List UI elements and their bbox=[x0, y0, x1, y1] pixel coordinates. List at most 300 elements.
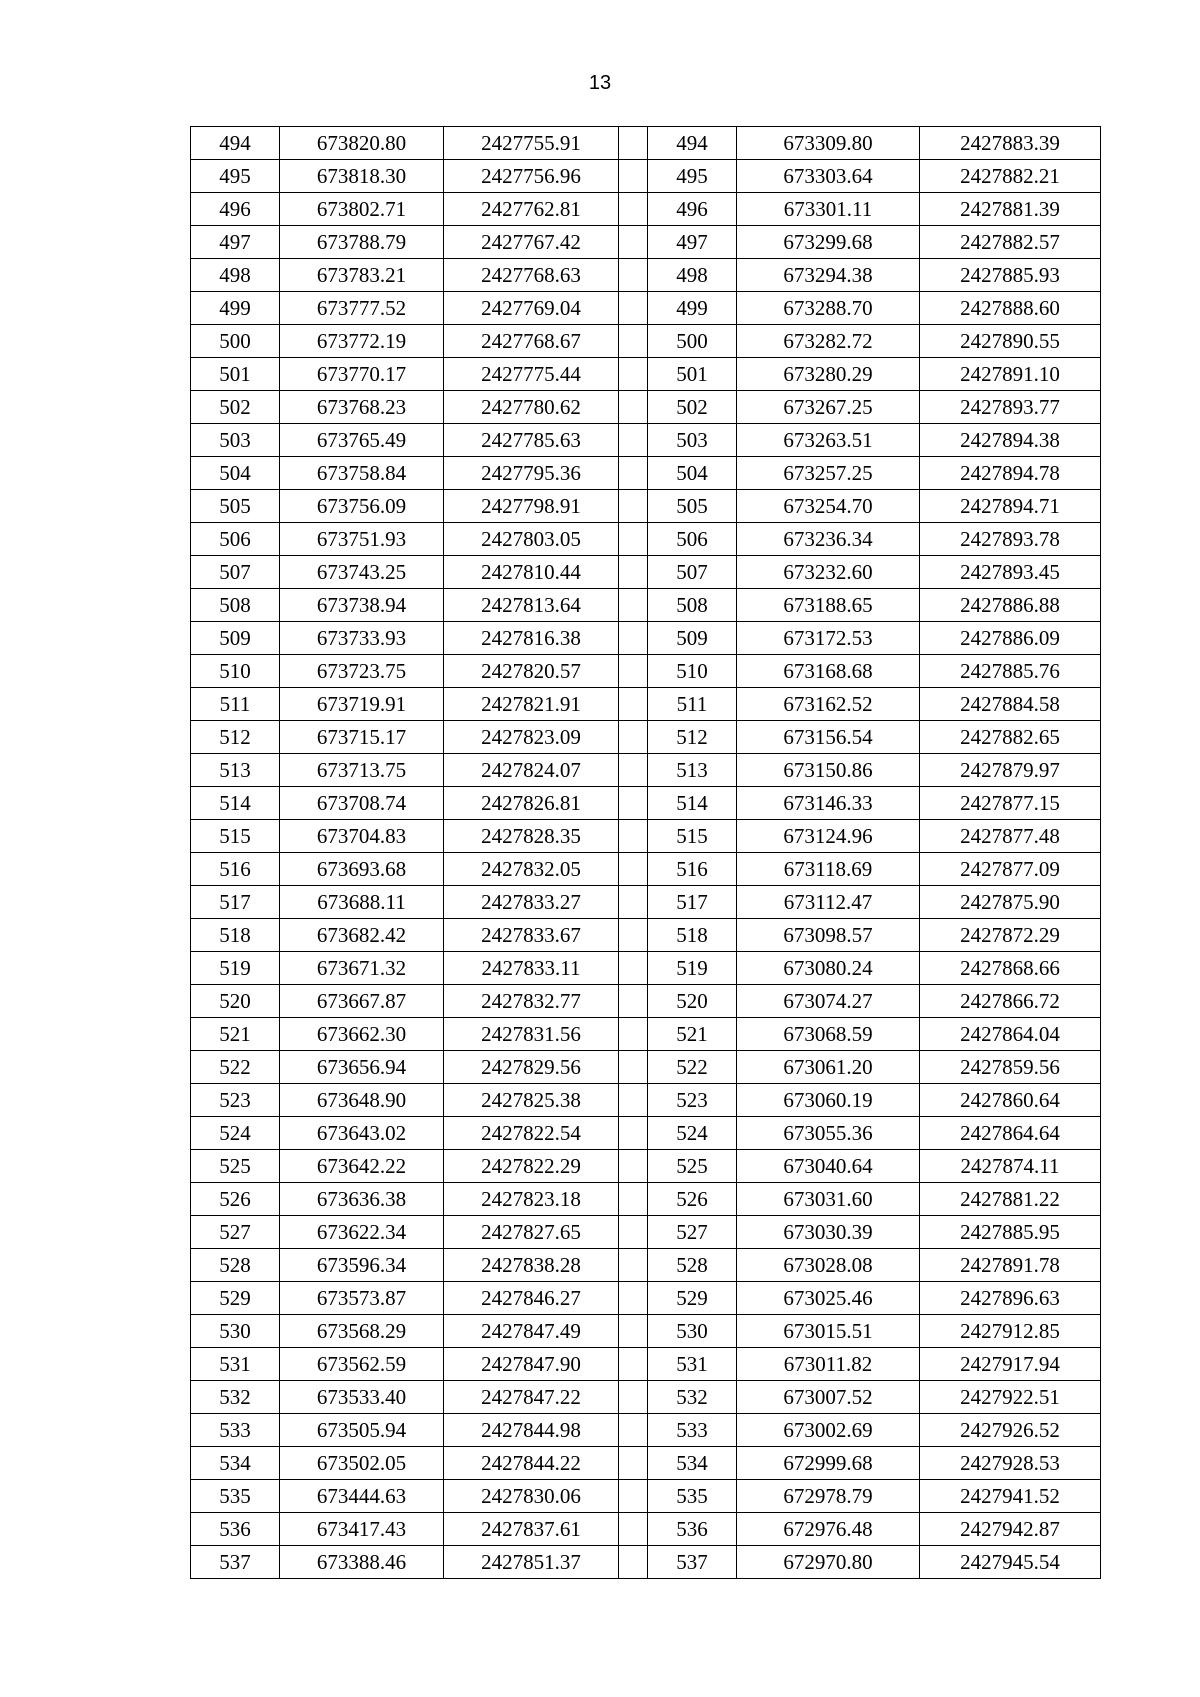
x-coordinate-left: 673562.59 bbox=[280, 1348, 444, 1381]
point-number-right: 503 bbox=[648, 424, 737, 457]
table-row bbox=[191, 523, 1101, 556]
x-coordinate-left: 673715.17 bbox=[280, 721, 444, 754]
y-coordinate-left: 2427821.91 bbox=[444, 688, 619, 721]
table-row bbox=[191, 1018, 1101, 1051]
table-row bbox=[191, 127, 1101, 160]
point-number-right: 501 bbox=[648, 358, 737, 391]
y-coordinate-left: 2427820.57 bbox=[444, 655, 619, 688]
point-number-right: 521 bbox=[648, 1018, 737, 1051]
point-number-right: 534 bbox=[648, 1447, 737, 1480]
table-row bbox=[191, 754, 1101, 787]
y-coordinate-right: 2427894.38 bbox=[920, 424, 1101, 457]
x-coordinate-right: 673188.65 bbox=[737, 589, 920, 622]
y-coordinate-left: 2427803.05 bbox=[444, 523, 619, 556]
point-number-left: 500 bbox=[191, 325, 280, 358]
table-row bbox=[191, 1513, 1101, 1546]
point-number-right: 502 bbox=[648, 391, 737, 424]
point-number-right: 512 bbox=[648, 721, 737, 754]
x-coordinate-left: 673772.19 bbox=[280, 325, 444, 358]
x-coordinate-right: 673028.08 bbox=[737, 1249, 920, 1282]
point-number-right: 525 bbox=[648, 1150, 737, 1183]
y-coordinate-left: 2427823.18 bbox=[444, 1183, 619, 1216]
table-row bbox=[191, 1348, 1101, 1381]
table-row bbox=[191, 820, 1101, 853]
table-row bbox=[191, 952, 1101, 985]
point-number-right: 526 bbox=[648, 1183, 737, 1216]
y-coordinate-right: 2427894.71 bbox=[920, 490, 1101, 523]
table-row bbox=[191, 457, 1101, 490]
x-coordinate-left: 673688.11 bbox=[280, 886, 444, 919]
y-coordinate-left: 2427768.63 bbox=[444, 259, 619, 292]
spacer-cell bbox=[619, 1216, 648, 1249]
point-number-left: 527 bbox=[191, 1216, 280, 1249]
spacer-cell bbox=[619, 292, 648, 325]
x-coordinate-left: 673444.63 bbox=[280, 1480, 444, 1513]
x-coordinate-right: 673055.36 bbox=[737, 1117, 920, 1150]
point-number-left: 512 bbox=[191, 721, 280, 754]
point-number-left: 529 bbox=[191, 1282, 280, 1315]
y-coordinate-right: 2427866.72 bbox=[920, 985, 1101, 1018]
x-coordinate-right: 673112.47 bbox=[737, 886, 920, 919]
point-number-right: 523 bbox=[648, 1084, 737, 1117]
point-number-left: 516 bbox=[191, 853, 280, 886]
y-coordinate-right: 2427926.52 bbox=[920, 1414, 1101, 1447]
y-coordinate-left: 2427837.61 bbox=[444, 1513, 619, 1546]
y-coordinate-right: 2427885.93 bbox=[920, 259, 1101, 292]
spacer-cell bbox=[619, 1183, 648, 1216]
y-coordinate-left: 2427813.64 bbox=[444, 589, 619, 622]
y-coordinate-right: 2427942.87 bbox=[920, 1513, 1101, 1546]
point-number-left: 504 bbox=[191, 457, 280, 490]
spacer-cell bbox=[619, 325, 648, 358]
y-coordinate-left: 2427780.62 bbox=[444, 391, 619, 424]
x-coordinate-right: 673301.11 bbox=[737, 193, 920, 226]
y-coordinate-right: 2427874.11 bbox=[920, 1150, 1101, 1183]
point-number-left: 518 bbox=[191, 919, 280, 952]
spacer-cell bbox=[619, 985, 648, 1018]
table-row bbox=[191, 325, 1101, 358]
point-number-right: 516 bbox=[648, 853, 737, 886]
x-coordinate-right: 672999.68 bbox=[737, 1447, 920, 1480]
x-coordinate-right: 673011.82 bbox=[737, 1348, 920, 1381]
point-number-right: 535 bbox=[648, 1480, 737, 1513]
x-coordinate-left: 673723.75 bbox=[280, 655, 444, 688]
y-coordinate-right: 2427884.58 bbox=[920, 688, 1101, 721]
point-number-right: 520 bbox=[648, 985, 737, 1018]
x-coordinate-right: 672970.80 bbox=[737, 1546, 920, 1579]
point-number-left: 502 bbox=[191, 391, 280, 424]
spacer-cell bbox=[619, 787, 648, 820]
spacer-cell bbox=[619, 1249, 648, 1282]
table-row bbox=[191, 1183, 1101, 1216]
y-coordinate-left: 2427825.38 bbox=[444, 1084, 619, 1117]
y-coordinate-right: 2427883.39 bbox=[920, 127, 1101, 160]
table-row bbox=[191, 886, 1101, 919]
point-number-right: 509 bbox=[648, 622, 737, 655]
y-coordinate-right: 2427860.64 bbox=[920, 1084, 1101, 1117]
table-row bbox=[191, 1249, 1101, 1282]
y-coordinate-right: 2427894.78 bbox=[920, 457, 1101, 490]
x-coordinate-right: 673150.86 bbox=[737, 754, 920, 787]
point-number-left: 499 bbox=[191, 292, 280, 325]
x-coordinate-right: 673118.69 bbox=[737, 853, 920, 886]
point-number-left: 525 bbox=[191, 1150, 280, 1183]
spacer-cell bbox=[619, 1414, 648, 1447]
point-number-left: 537 bbox=[191, 1546, 280, 1579]
point-number-left: 521 bbox=[191, 1018, 280, 1051]
y-coordinate-right: 2427877.48 bbox=[920, 820, 1101, 853]
point-number-left: 524 bbox=[191, 1117, 280, 1150]
table-row bbox=[191, 1480, 1101, 1513]
y-coordinate-left: 2427762.81 bbox=[444, 193, 619, 226]
spacer-cell bbox=[619, 1480, 648, 1513]
x-coordinate-left: 673758.84 bbox=[280, 457, 444, 490]
x-coordinate-left: 673704.83 bbox=[280, 820, 444, 853]
coordinate-table-body bbox=[191, 127, 1101, 1579]
point-number-right: 524 bbox=[648, 1117, 737, 1150]
point-number-left: 515 bbox=[191, 820, 280, 853]
table-row bbox=[191, 787, 1101, 820]
x-coordinate-left: 673783.21 bbox=[280, 259, 444, 292]
x-coordinate-right: 673288.70 bbox=[737, 292, 920, 325]
point-number-right: 506 bbox=[648, 523, 737, 556]
y-coordinate-left: 2427828.35 bbox=[444, 820, 619, 853]
y-coordinate-right: 2427922.51 bbox=[920, 1381, 1101, 1414]
spacer-cell bbox=[619, 1084, 648, 1117]
table-row bbox=[191, 1117, 1101, 1150]
x-coordinate-right: 673015.51 bbox=[737, 1315, 920, 1348]
point-number-left: 510 bbox=[191, 655, 280, 688]
point-number-left: 535 bbox=[191, 1480, 280, 1513]
spacer-cell bbox=[619, 259, 648, 292]
y-coordinate-left: 2427795.36 bbox=[444, 457, 619, 490]
point-number-left: 506 bbox=[191, 523, 280, 556]
table-row bbox=[191, 193, 1101, 226]
x-coordinate-right: 673061.20 bbox=[737, 1051, 920, 1084]
point-number-right: 510 bbox=[648, 655, 737, 688]
x-coordinate-right: 673254.70 bbox=[737, 490, 920, 523]
spacer-cell bbox=[619, 424, 648, 457]
spacer-cell bbox=[619, 886, 648, 919]
point-number-left: 519 bbox=[191, 952, 280, 985]
y-coordinate-left: 2427831.56 bbox=[444, 1018, 619, 1051]
y-coordinate-left: 2427844.22 bbox=[444, 1447, 619, 1480]
y-coordinate-right: 2427882.21 bbox=[920, 160, 1101, 193]
x-coordinate-left: 673820.80 bbox=[280, 127, 444, 160]
spacer-cell bbox=[619, 1513, 648, 1546]
y-coordinate-right: 2427882.57 bbox=[920, 226, 1101, 259]
y-coordinate-right: 2427912.85 bbox=[920, 1315, 1101, 1348]
x-coordinate-left: 673662.30 bbox=[280, 1018, 444, 1051]
spacer-cell bbox=[619, 1018, 648, 1051]
y-coordinate-right: 2427881.39 bbox=[920, 193, 1101, 226]
point-number-left: 522 bbox=[191, 1051, 280, 1084]
x-coordinate-left: 673643.02 bbox=[280, 1117, 444, 1150]
point-number-right: 507 bbox=[648, 556, 737, 589]
x-coordinate-right: 673124.96 bbox=[737, 820, 920, 853]
x-coordinate-right: 673025.46 bbox=[737, 1282, 920, 1315]
x-coordinate-right: 673162.52 bbox=[737, 688, 920, 721]
x-coordinate-left: 673770.17 bbox=[280, 358, 444, 391]
table-row bbox=[191, 424, 1101, 457]
x-coordinate-left: 673713.75 bbox=[280, 754, 444, 787]
y-coordinate-right: 2427941.52 bbox=[920, 1480, 1101, 1513]
x-coordinate-left: 673667.87 bbox=[280, 985, 444, 1018]
y-coordinate-right: 2427879.97 bbox=[920, 754, 1101, 787]
y-coordinate-left: 2427829.56 bbox=[444, 1051, 619, 1084]
y-coordinate-left: 2427775.44 bbox=[444, 358, 619, 391]
point-number-left: 533 bbox=[191, 1414, 280, 1447]
x-coordinate-right: 673257.25 bbox=[737, 457, 920, 490]
x-coordinate-left: 673573.87 bbox=[280, 1282, 444, 1315]
x-coordinate-right: 673031.60 bbox=[737, 1183, 920, 1216]
y-coordinate-right: 2427882.65 bbox=[920, 721, 1101, 754]
point-number-right: 511 bbox=[648, 688, 737, 721]
point-number-right: 532 bbox=[648, 1381, 737, 1414]
y-coordinate-right: 2427891.78 bbox=[920, 1249, 1101, 1282]
y-coordinate-left: 2427833.27 bbox=[444, 886, 619, 919]
x-coordinate-right: 673168.68 bbox=[737, 655, 920, 688]
spacer-cell bbox=[619, 1150, 648, 1183]
y-coordinate-right: 2427864.04 bbox=[920, 1018, 1101, 1051]
x-coordinate-right: 673060.19 bbox=[737, 1084, 920, 1117]
x-coordinate-left: 673505.94 bbox=[280, 1414, 444, 1447]
x-coordinate-right: 673146.33 bbox=[737, 787, 920, 820]
x-coordinate-left: 673502.05 bbox=[280, 1447, 444, 1480]
table-row bbox=[191, 1282, 1101, 1315]
spacer-cell bbox=[619, 1348, 648, 1381]
point-number-right: 495 bbox=[648, 160, 737, 193]
point-number-right: 536 bbox=[648, 1513, 737, 1546]
spacer-cell bbox=[619, 358, 648, 391]
point-number-right: 533 bbox=[648, 1414, 737, 1447]
point-number-right: 517 bbox=[648, 886, 737, 919]
point-number-left: 508 bbox=[191, 589, 280, 622]
y-coordinate-left: 2427822.29 bbox=[444, 1150, 619, 1183]
table-row bbox=[191, 1546, 1101, 1579]
y-coordinate-right: 2427864.64 bbox=[920, 1117, 1101, 1150]
table-row bbox=[191, 1051, 1101, 1084]
point-number-left: 501 bbox=[191, 358, 280, 391]
x-coordinate-left: 673682.42 bbox=[280, 919, 444, 952]
y-coordinate-left: 2427833.67 bbox=[444, 919, 619, 952]
y-coordinate-left: 2427847.49 bbox=[444, 1315, 619, 1348]
x-coordinate-right: 672978.79 bbox=[737, 1480, 920, 1513]
y-coordinate-right: 2427890.55 bbox=[920, 325, 1101, 358]
point-number-left: 531 bbox=[191, 1348, 280, 1381]
x-coordinate-left: 673818.30 bbox=[280, 160, 444, 193]
y-coordinate-left: 2427755.91 bbox=[444, 127, 619, 160]
spacer-cell bbox=[619, 490, 648, 523]
y-coordinate-left: 2427832.77 bbox=[444, 985, 619, 1018]
point-number-right: 515 bbox=[648, 820, 737, 853]
table-row bbox=[191, 358, 1101, 391]
y-coordinate-right: 2427928.53 bbox=[920, 1447, 1101, 1480]
y-coordinate-left: 2427827.65 bbox=[444, 1216, 619, 1249]
point-number-right: 537 bbox=[648, 1546, 737, 1579]
x-coordinate-right: 673007.52 bbox=[737, 1381, 920, 1414]
x-coordinate-left: 673388.46 bbox=[280, 1546, 444, 1579]
spacer-cell bbox=[619, 853, 648, 886]
table-row bbox=[191, 853, 1101, 886]
table-row bbox=[191, 160, 1101, 193]
x-coordinate-left: 673788.79 bbox=[280, 226, 444, 259]
point-number-left: 528 bbox=[191, 1249, 280, 1282]
point-number-right: 504 bbox=[648, 457, 737, 490]
table-row bbox=[191, 1447, 1101, 1480]
point-number-left: 520 bbox=[191, 985, 280, 1018]
point-number-right: 513 bbox=[648, 754, 737, 787]
point-number-right: 499 bbox=[648, 292, 737, 325]
y-coordinate-right: 2427881.22 bbox=[920, 1183, 1101, 1216]
x-coordinate-left: 673656.94 bbox=[280, 1051, 444, 1084]
spacer-cell bbox=[619, 952, 648, 985]
y-coordinate-right: 2427896.63 bbox=[920, 1282, 1101, 1315]
x-coordinate-left: 673768.23 bbox=[280, 391, 444, 424]
y-coordinate-left: 2427785.63 bbox=[444, 424, 619, 457]
y-coordinate-left: 2427826.81 bbox=[444, 787, 619, 820]
point-number-right: 531 bbox=[648, 1348, 737, 1381]
y-coordinate-left: 2427767.42 bbox=[444, 226, 619, 259]
spacer-cell bbox=[619, 523, 648, 556]
x-coordinate-left: 673642.22 bbox=[280, 1150, 444, 1183]
y-coordinate-left: 2427847.22 bbox=[444, 1381, 619, 1414]
x-coordinate-right: 673172.53 bbox=[737, 622, 920, 655]
point-number-right: 529 bbox=[648, 1282, 737, 1315]
y-coordinate-left: 2427833.11 bbox=[444, 952, 619, 985]
table-row bbox=[191, 688, 1101, 721]
x-coordinate-right: 673282.72 bbox=[737, 325, 920, 358]
spacer-cell bbox=[619, 622, 648, 655]
spacer-cell bbox=[619, 457, 648, 490]
spacer-cell bbox=[619, 391, 648, 424]
x-coordinate-right: 673280.29 bbox=[737, 358, 920, 391]
table-row bbox=[191, 622, 1101, 655]
x-coordinate-left: 673743.25 bbox=[280, 556, 444, 589]
table-row bbox=[191, 721, 1101, 754]
point-number-right: 497 bbox=[648, 226, 737, 259]
y-coordinate-right: 2427917.94 bbox=[920, 1348, 1101, 1381]
point-number-left: 509 bbox=[191, 622, 280, 655]
y-coordinate-right: 2427893.77 bbox=[920, 391, 1101, 424]
x-coordinate-right: 673156.54 bbox=[737, 721, 920, 754]
spacer-cell bbox=[619, 688, 648, 721]
spacer-cell bbox=[619, 1381, 648, 1414]
y-coordinate-left: 2427816.38 bbox=[444, 622, 619, 655]
x-coordinate-left: 673802.71 bbox=[280, 193, 444, 226]
page-number: 13 bbox=[588, 72, 612, 94]
point-number-right: 514 bbox=[648, 787, 737, 820]
y-coordinate-right: 2427886.09 bbox=[920, 622, 1101, 655]
x-coordinate-left: 673568.29 bbox=[280, 1315, 444, 1348]
x-coordinate-right: 672976.48 bbox=[737, 1513, 920, 1546]
spacer-cell bbox=[619, 226, 648, 259]
table-row bbox=[191, 1414, 1101, 1447]
x-coordinate-right: 673002.69 bbox=[737, 1414, 920, 1447]
table-row bbox=[191, 1381, 1101, 1414]
table-row bbox=[191, 1150, 1101, 1183]
point-number-left: 495 bbox=[191, 160, 280, 193]
x-coordinate-left: 673777.52 bbox=[280, 292, 444, 325]
point-number-left: 511 bbox=[191, 688, 280, 721]
spacer-cell bbox=[619, 1447, 648, 1480]
y-coordinate-left: 2427768.67 bbox=[444, 325, 619, 358]
y-coordinate-left: 2427810.44 bbox=[444, 556, 619, 589]
y-coordinate-left: 2427756.96 bbox=[444, 160, 619, 193]
table-row bbox=[191, 919, 1101, 952]
x-coordinate-left: 673596.34 bbox=[280, 1249, 444, 1282]
spacer-cell bbox=[619, 193, 648, 226]
x-coordinate-left: 673693.68 bbox=[280, 853, 444, 886]
table-row bbox=[191, 226, 1101, 259]
y-coordinate-right: 2427885.95 bbox=[920, 1216, 1101, 1249]
x-coordinate-right: 673030.39 bbox=[737, 1216, 920, 1249]
x-coordinate-left: 673719.91 bbox=[280, 688, 444, 721]
y-coordinate-left: 2427838.28 bbox=[444, 1249, 619, 1282]
x-coordinate-right: 673080.24 bbox=[737, 952, 920, 985]
spacer-cell bbox=[619, 1117, 648, 1150]
y-coordinate-right: 2427893.78 bbox=[920, 523, 1101, 556]
x-coordinate-left: 673765.49 bbox=[280, 424, 444, 457]
y-coordinate-right: 2427877.15 bbox=[920, 787, 1101, 820]
point-number-left: 503 bbox=[191, 424, 280, 457]
y-coordinate-right: 2427888.60 bbox=[920, 292, 1101, 325]
point-number-right: 530 bbox=[648, 1315, 737, 1348]
y-coordinate-right: 2427885.76 bbox=[920, 655, 1101, 688]
y-coordinate-left: 2427824.07 bbox=[444, 754, 619, 787]
y-coordinate-right: 2427886.88 bbox=[920, 589, 1101, 622]
y-coordinate-left: 2427798.91 bbox=[444, 490, 619, 523]
coordinate-table bbox=[190, 126, 1101, 1579]
point-number-right: 528 bbox=[648, 1249, 737, 1282]
table-row bbox=[191, 655, 1101, 688]
x-coordinate-left: 673533.40 bbox=[280, 1381, 444, 1414]
table-row bbox=[191, 1315, 1101, 1348]
point-number-left: 530 bbox=[191, 1315, 280, 1348]
y-coordinate-right: 2427893.45 bbox=[920, 556, 1101, 589]
point-number-right: 500 bbox=[648, 325, 737, 358]
spacer-cell bbox=[619, 754, 648, 787]
point-number-left: 536 bbox=[191, 1513, 280, 1546]
y-coordinate-right: 2427859.56 bbox=[920, 1051, 1101, 1084]
point-number-right: 518 bbox=[648, 919, 737, 952]
y-coordinate-left: 2427832.05 bbox=[444, 853, 619, 886]
x-coordinate-left: 673738.94 bbox=[280, 589, 444, 622]
x-coordinate-right: 673267.25 bbox=[737, 391, 920, 424]
y-coordinate-right: 2427945.54 bbox=[920, 1546, 1101, 1579]
point-number-left: 496 bbox=[191, 193, 280, 226]
point-number-left: 514 bbox=[191, 787, 280, 820]
y-coordinate-right: 2427872.29 bbox=[920, 919, 1101, 952]
y-coordinate-right: 2427891.10 bbox=[920, 358, 1101, 391]
y-coordinate-right: 2427875.90 bbox=[920, 886, 1101, 919]
y-coordinate-left: 2427847.90 bbox=[444, 1348, 619, 1381]
y-coordinate-left: 2427823.09 bbox=[444, 721, 619, 754]
x-coordinate-left: 673648.90 bbox=[280, 1084, 444, 1117]
x-coordinate-right: 673303.64 bbox=[737, 160, 920, 193]
spacer-cell bbox=[619, 655, 648, 688]
y-coordinate-right: 2427868.66 bbox=[920, 952, 1101, 985]
spacer-cell bbox=[619, 556, 648, 589]
table-row bbox=[191, 985, 1101, 1018]
table-row bbox=[191, 1216, 1101, 1249]
point-number-left: 498 bbox=[191, 259, 280, 292]
x-coordinate-right: 673098.57 bbox=[737, 919, 920, 952]
spacer-cell bbox=[619, 919, 648, 952]
point-number-left: 507 bbox=[191, 556, 280, 589]
point-number-left: 523 bbox=[191, 1084, 280, 1117]
point-number-right: 519 bbox=[648, 952, 737, 985]
